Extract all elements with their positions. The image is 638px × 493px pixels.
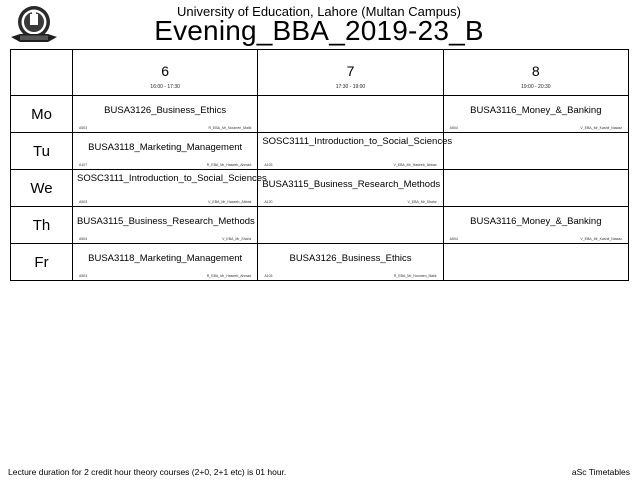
period-number: 8 [531, 63, 540, 79]
lesson-cell [73, 170, 267, 207]
room-code: A503 [79, 126, 88, 130]
lecture-duration-note: Lecture duration for 2 credit hour theory courses (2+0, 2+1 etc) is 01 hour. [8, 467, 287, 477]
period-number: 7 [346, 63, 355, 79]
day-label: Tu [11, 133, 73, 170]
lesson-cell [258, 170, 443, 207]
lesson-cell [443, 170, 628, 207]
course-name: BUSA3116_Money_&_Banking [470, 216, 602, 227]
teacher-name: R_EBA_Mr_Haseeb_Ahmad [206, 163, 252, 167]
course-name: BUSA3116_Money_&_Banking [470, 105, 602, 116]
day-label: Th [11, 207, 73, 244]
teacher-name: R_EBA_Mr_Noumen_Malik [393, 274, 437, 278]
day-label: Mo [11, 96, 73, 133]
room-code: A103 [264, 274, 273, 278]
timetable [10, 49, 629, 281]
day-row [11, 207, 629, 244]
generator-brand: aSc Timetables [571, 467, 630, 477]
class-title: Evening_BBA_2019-23_B [154, 15, 484, 46]
corner-cell [11, 50, 73, 96]
course-name: BUSA3118_Marketing_Management [88, 253, 243, 264]
day-row [11, 96, 629, 133]
lesson-cell [258, 207, 443, 244]
period-number: 6 [161, 63, 170, 79]
teacher-name: V_EBA_Mr_Haseeb_Abbas [208, 200, 252, 204]
room-code: A504 [449, 126, 458, 130]
lesson-cell [443, 96, 628, 133]
university-title: University of Education, Lahore (Multan Campus) [177, 4, 461, 19]
course-name: SOSC3111_Introduction_to_Social_Sciences [77, 173, 267, 184]
room-code: A107 [79, 163, 88, 167]
teacher-name: V_EBA_Mr_Shahz [407, 200, 437, 204]
day-row [11, 170, 629, 207]
room-code: A503 [79, 200, 88, 204]
lesson-cell [443, 133, 628, 170]
course-name: SOSC3111_Introduction_to_Social_Sciences [262, 136, 453, 147]
day-label: Fr [11, 244, 73, 281]
lesson-cell [258, 133, 453, 170]
period-time: 16:00 - 17:30 [150, 84, 180, 90]
room-code: A503 [79, 274, 88, 278]
teacher-name: V_EBA_Mr_Kashif_Nawaz [580, 237, 622, 241]
course-name: BUSA3126_Business_Ethics [104, 105, 227, 116]
teacher-name: V_EBA_Mr_Haseeb_Abbas [393, 163, 437, 167]
lesson-cell [73, 96, 258, 133]
lesson-cell [443, 207, 628, 244]
day-row [11, 244, 629, 281]
teacher-name: V_EBA_Mr_Shahz [222, 237, 252, 241]
lesson-cell [73, 244, 258, 281]
room-code: A504 [449, 237, 458, 241]
lesson-cell [443, 244, 628, 281]
period-header [73, 50, 258, 96]
period-header [258, 50, 443, 96]
period-time: 17:30 - 19:00 [335, 84, 366, 90]
period-header [443, 50, 628, 96]
lesson-cell [258, 96, 443, 133]
teacher-name: R_EBA_Mr_Haseeb_Ahmad [206, 274, 252, 278]
course-name: BUSA3118_Marketing_Management [88, 142, 243, 153]
lesson-cell [258, 244, 443, 281]
room-code: A504 [79, 237, 88, 241]
course-name: BUSA3115_Business_Research_Methods [77, 216, 255, 227]
course-name: BUSA3126_Business_Ethics [289, 253, 412, 264]
period-time: 19:00 - 20:30 [521, 84, 551, 90]
day-row [11, 133, 629, 170]
course-name: BUSA3115_Business_Research_Methods [262, 179, 441, 190]
day-label: We [11, 170, 73, 207]
lesson-cell [73, 207, 258, 244]
teacher-name: V_EBA_Mr_Kashif_Nawaz [580, 126, 622, 130]
teacher-name: R_EBA_Mr_Noumen_Malik [208, 126, 252, 130]
room-code: A103 [264, 163, 273, 167]
room-code: A120 [264, 200, 273, 204]
lesson-cell [73, 133, 258, 170]
